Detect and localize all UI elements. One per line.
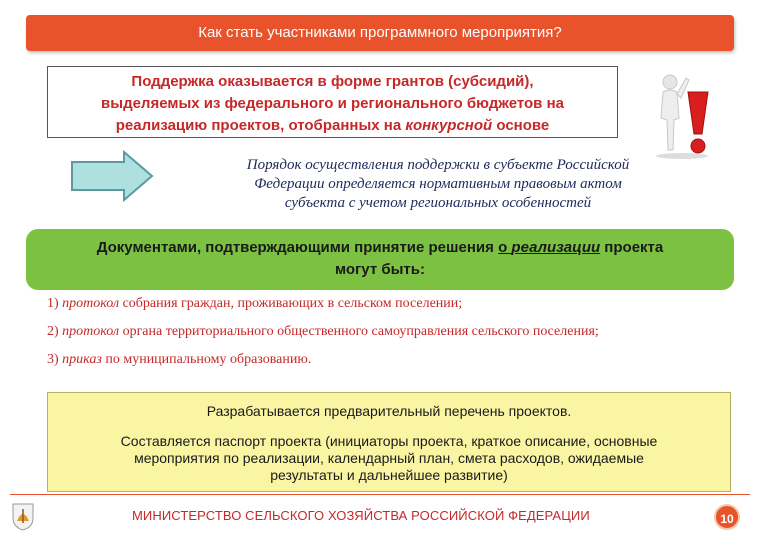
list-item-text: органа территориального общественного самоуправления сельского поселения; (119, 324, 599, 339)
grant-line-2: выделяемых из федерального и регионального бюджетов на (101, 95, 564, 112)
grant-line-1: Поддержка оказывается в форме грантов (субсидий), (131, 73, 534, 90)
list-item-text: по муниципальному образованию. (101, 352, 312, 367)
list-item-number: 1) (47, 296, 63, 311)
grant-line-3-prefix: реализацию проектов, отобранных на (115, 117, 406, 134)
project-info-line-1: Составляется паспорт проекта (инициаторы проекта, краткое описание, основные (120, 433, 658, 449)
procedure-line-3: субъекта с учетом региональных особенностей (284, 195, 592, 211)
documents-heading (26, 229, 734, 290)
documents-heading-emphasis: реализации (511, 239, 601, 256)
footer-divider (10, 494, 750, 495)
ministry-emblem-icon (10, 501, 36, 531)
page-title: Как стать участниками программного мероприятия? (26, 15, 734, 51)
documents-heading-line-2: могут быть: (335, 261, 425, 278)
procedure-text (178, 156, 698, 213)
list-item-number: 3) (47, 352, 63, 367)
grant-line-3 (48, 115, 617, 137)
documents-heading-suffix: проекта (600, 239, 664, 256)
footer-ministry-name: МИНИСТЕРСТВО СЕЛЬСКОГО ХОЗЯЙСТВА РОССИЙСКОЙ ФЕДЕРАЦИИ (132, 508, 590, 523)
list-item (47, 294, 737, 322)
grant-line-3-emphasis: конкурсной (405, 117, 493, 134)
grant-support-box (47, 66, 618, 138)
list-item-number: 2) (47, 324, 63, 339)
list-item (47, 322, 737, 350)
procedure-line-2: Федерации определяется нормативным правовым актом (254, 176, 622, 192)
list-item-emphasis: приказ (62, 352, 102, 367)
list-item-text: собрания граждан, проживающих в сельском поселении; (119, 296, 463, 311)
grant-line-3-suffix: основе (492, 117, 550, 134)
documents-heading-prefix: Документами, подтверждающими принятие решения (96, 239, 499, 256)
documents-heading-line-1 (26, 237, 734, 259)
documents-list (47, 294, 737, 378)
list-item (47, 350, 737, 378)
project-info-line-3: результаты и дальнейшее развитие) (270, 467, 508, 483)
procedure-line-1: Порядок осуществления поддержки в субъекте Российской (246, 157, 630, 173)
list-item-emphasis: протокол (62, 324, 120, 339)
person-exclamation-icon (646, 70, 718, 160)
documents-heading-o: о (498, 239, 512, 256)
list-item-emphasis: протокол (62, 296, 120, 311)
project-info-line-2: мероприятия по реализации, календарный план, смета расходов, ожидаемые (134, 450, 644, 466)
project-info-paragraph-1: Разрабатывается предварительный перечень проектов. (206, 403, 572, 419)
right-arrow-icon (70, 150, 154, 202)
project-info-box (47, 392, 731, 492)
page-number-badge: 10 (714, 504, 740, 530)
